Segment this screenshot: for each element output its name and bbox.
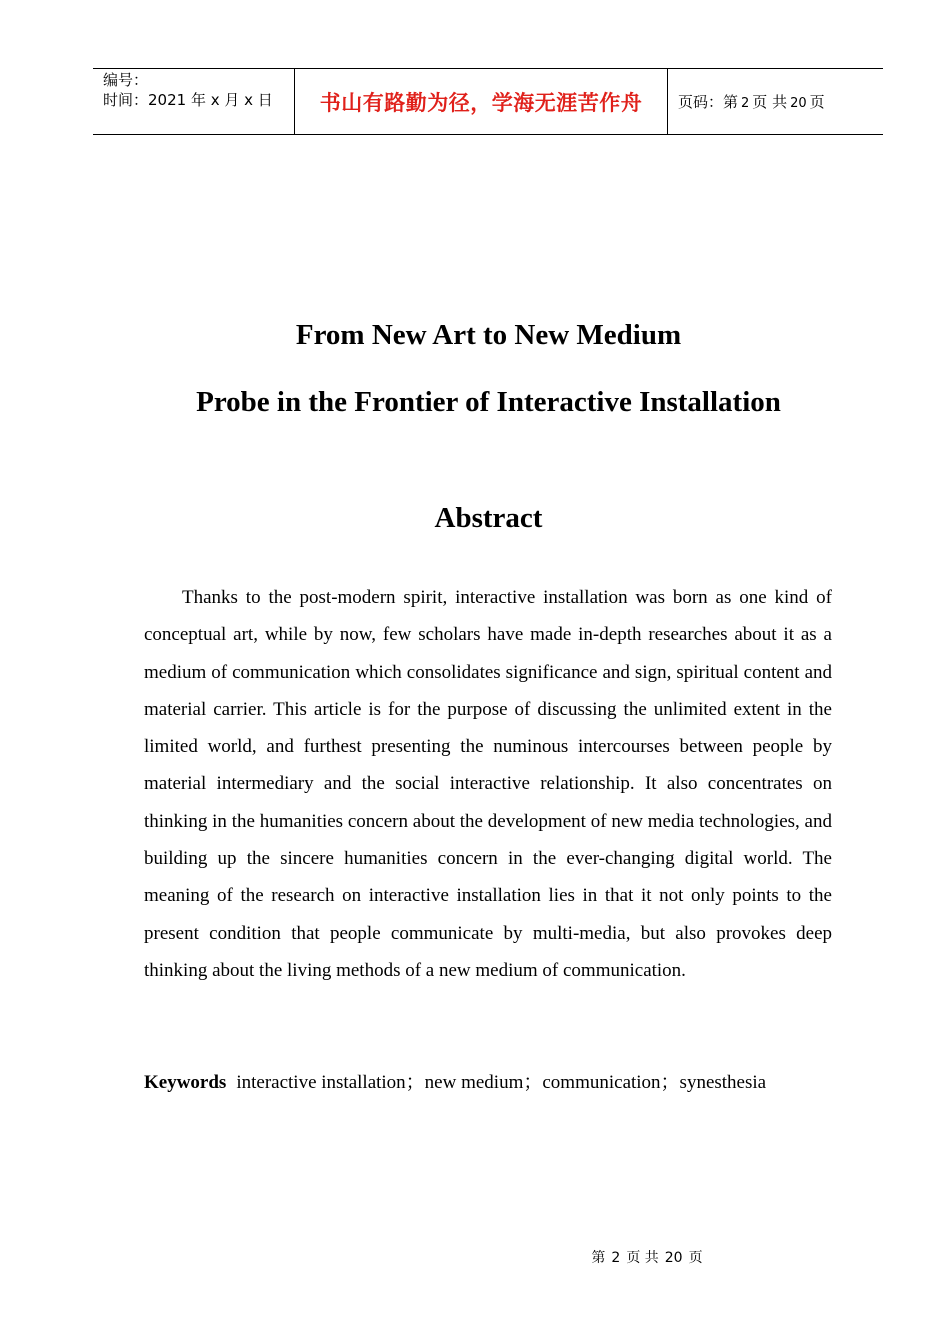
document-subtitle: Probe in the Frontier of Interactive Installation — [196, 386, 781, 418]
footer-total-pages: 20 — [664, 1250, 683, 1266]
header-page-cell — [668, 69, 883, 134]
header-motto: 书山有路勤为径，学海无涯苦作舟 — [319, 90, 643, 115]
page-header — [93, 68, 883, 135]
header-motto-cell — [294, 69, 668, 134]
header-page-total: 20 — [790, 96, 807, 111]
header-page-mid: 页 共 — [752, 93, 788, 111]
document-number-label: 编号： — [103, 71, 149, 89]
header-page-prefix: 页码：第 — [678, 93, 739, 111]
abstract-paragraph: Thanks to the post-modern spirit, interactive installation was born as one kind of conceptual art, while by now, few scholars have made in-depth researches about it as a medium of communication which consolidates significance and sign, spiritual content and material carrier. This article is for the purpose of discussing the unlimited extent in the limited world, and furthest presenting the numinous intercourses between people by material intermediary and the social interactive relationship. It also concentrates on thinking in the humanities concern about the development of new media technologies, and building up the sincere humanities concern in the ever-changing digital world. The meaning of the research on interactive installation lies in that it not only points to the present condition that people communicate by multi-media, but also provokes deep thinking about the living methods of a new medium of communication. — [144, 587, 832, 981]
page-footer — [0, 1247, 950, 1267]
footer-current-page: 2 — [611, 1250, 621, 1266]
header-meta-cell — [93, 69, 294, 134]
footer-prefix: 第 — [591, 1250, 606, 1266]
footer-suffix: 页 — [688, 1250, 703, 1266]
keywords-line — [144, 1067, 844, 1094]
document-title: From New Art to New Medium — [295, 319, 682, 351]
header-page-current: 2 — [741, 96, 750, 111]
abstract-heading: Abstract — [434, 502, 543, 534]
keywords-label: Keywords — [144, 1072, 227, 1093]
header-page-suffix: 页 — [809, 93, 825, 111]
keywords-text: interactive installation；new medium；communication；synesthesia — [236, 1072, 767, 1093]
footer-mid: 页 共 — [626, 1250, 659, 1266]
header-page-code — [678, 91, 825, 112]
document-time-label: 时间：2021 年 x 月 x 日 — [103, 91, 273, 109]
